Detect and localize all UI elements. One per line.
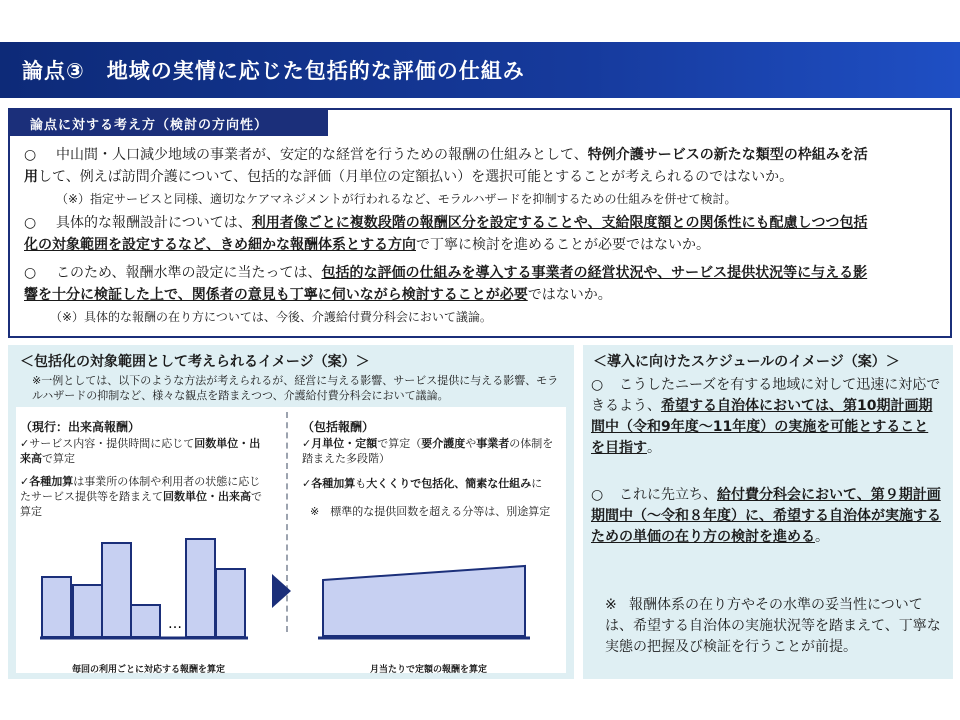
- schedule-title: ＜導入に向けたスケジュールのイメージ（案）＞: [593, 354, 900, 370]
- schedule-bold: 希望する自治体においては、第10期計画期間中（令和9年度～11年度）の実施を可能とすることを目指す: [591, 398, 933, 456]
- para1-bold: 特例介護サービスの新たな類型の枠組みを活: [587, 147, 868, 163]
- bullet-check: ✓: [302, 437, 312, 450]
- bullet-check: ✓: [302, 477, 312, 490]
- bullet-bold: 各種加算: [29, 475, 74, 488]
- schedule-paragraph-1: [591, 375, 941, 459]
- bar-ellipsis: …: [168, 616, 182, 632]
- caption-monthly: 月当たりで定額の報酬を算定: [370, 665, 488, 675]
- flat-rate-area: [323, 566, 525, 636]
- schedule-text: 。: [647, 440, 661, 456]
- circle-bullet: ○: [591, 487, 604, 503]
- bullet-check: ✓: [20, 475, 30, 488]
- circle-bullet: ○: [24, 265, 37, 281]
- usage-bar: [73, 585, 102, 637]
- schedule-note: [605, 595, 945, 658]
- caption-per-use: 毎回の利用ごとに対応する報酬を算定: [72, 665, 226, 675]
- para3-text: このため、報酬水準の設定に当たっては、: [56, 265, 322, 281]
- usage-bar: [186, 539, 215, 637]
- bullet-text: ✓サービス内容・提供時間に応じて: [20, 437, 195, 450]
- bundled-heading: （包括報酬）: [302, 420, 375, 434]
- para2-bold: 利用者像ごとに複数段階の報酬区分を設定することや、支給限度額との関係性にも配慮しつつ包括: [251, 215, 868, 231]
- bullet-text: で算定: [20, 490, 262, 518]
- schedule-text: 。: [815, 529, 829, 545]
- para3-text-2: ではないか。: [527, 287, 612, 303]
- direction-note-2: （※）具体的な報酬の在り方については、今後、介護給付費分科会において議論。: [50, 310, 492, 324]
- bullet-text: の体制を踏まえた多段階）: [302, 437, 554, 465]
- direction-heading: 論点に対する考え方（検討の方向性）: [30, 118, 269, 133]
- para1-text: 中山間・人口減少地域の事業者が、安定的な経営を行うための報酬の仕組みとして、: [56, 147, 588, 163]
- bullet-text: で算定: [42, 452, 75, 465]
- usage-bar: [102, 543, 131, 637]
- bullet-text: も: [355, 477, 367, 490]
- bullet-bold: 回数単位・出来高: [163, 490, 251, 503]
- bullet-bold: 回数単位・出来高: [20, 437, 261, 465]
- circle-bullet: ○: [24, 147, 37, 163]
- direction-note-1: （※）指定サービスと同様、適切なケアマネジメントが行われるなど、モラルハザードを抑制するための仕組みを併せて検討。: [56, 192, 737, 206]
- bullet-text: や: [465, 437, 477, 450]
- schedule-text: これに先立ち、: [619, 487, 717, 503]
- bullet-text: で算定（: [377, 437, 422, 450]
- schedule-panel: [583, 345, 953, 679]
- bullet-bold: 月単位・定額: [311, 437, 378, 450]
- bar-group: [42, 539, 245, 637]
- usage-bar: [42, 577, 71, 637]
- para2-bold-2: 化の対象範囲を設定するなど、きめ細かな報酬体系とする方向: [24, 237, 416, 253]
- usage-bar: [131, 605, 160, 637]
- schedule-paragraph-2: [591, 485, 941, 548]
- bullet-text: に: [531, 477, 543, 490]
- para1-text-2: して、例えば訪問介護について、包括的な評価（月単位の定額払い）を選択可能とすることが考えられるのではないか。: [38, 169, 794, 185]
- para3-bold-2: 響を十分に検証した上で、関係者の意見も丁寧に伺いながら検討することが必要: [24, 287, 528, 303]
- para1-bold-2: 用: [24, 169, 38, 185]
- bullet-bold: 大くくりで包括化、簡素な仕組み: [366, 477, 532, 490]
- transition-arrow-icon: [272, 574, 291, 608]
- bundled-note: ※ 標準的な提供回数を超える分等は、別途算定: [310, 505, 551, 518]
- schedule-text: こうしたニーズを有する地域に対して迅速に対応できるよう、: [591, 377, 941, 414]
- circle-bullet: ○: [24, 215, 37, 231]
- note-mark: ※: [605, 597, 617, 613]
- para3-bold: 包括的な評価の仕組みを導入する事業者の経営状況や、サービス提供状況等に与える影: [321, 265, 868, 281]
- note-text: 報酬体系の在り方やその水準の妥当性については、希望する自治体の実施状況等を踏まえて、丁寧な実態の把握及び検証を行うことが前提。: [605, 597, 941, 655]
- para2-text: 具体的な報酬設計については、: [56, 215, 252, 231]
- bullet-bold: 要介護度: [421, 437, 466, 450]
- scope-image-note: ※一例としては、以下のような方法が考えられるが、経営に与える影響、サービス提供に与える影響、モラルハザードの抑制など、様々な観点を踏まえつつ、介護給付費分科会において議論。: [32, 374, 559, 402]
- bullet-bold: 各種加算: [311, 477, 356, 490]
- para2-text-2: で丁寧に検討を進めることが必要ではないか。: [416, 237, 710, 253]
- bullet-text: は事業所の体制や利用者の状態に応じたサービス提供等を踏まえて: [20, 475, 261, 503]
- schedule-bold: 給付費分科会において、第９期計画期間中（～令和８年度）に、希望する自治体が実施するための単価の在り方の検討を進める: [591, 487, 941, 545]
- circle-bullet: ○: [591, 377, 604, 393]
- bullet-bold: 事業者: [476, 437, 510, 450]
- page-title: 論点③ 地域の実情に応じた包括的な評価の仕組み: [22, 59, 525, 83]
- current-heading: （現行：出来高報酬）: [20, 420, 141, 434]
- scope-image-title: ＜包括化の対象範囲として考えられるイメージ（案）＞: [20, 354, 370, 370]
- usage-bar: [216, 569, 245, 637]
